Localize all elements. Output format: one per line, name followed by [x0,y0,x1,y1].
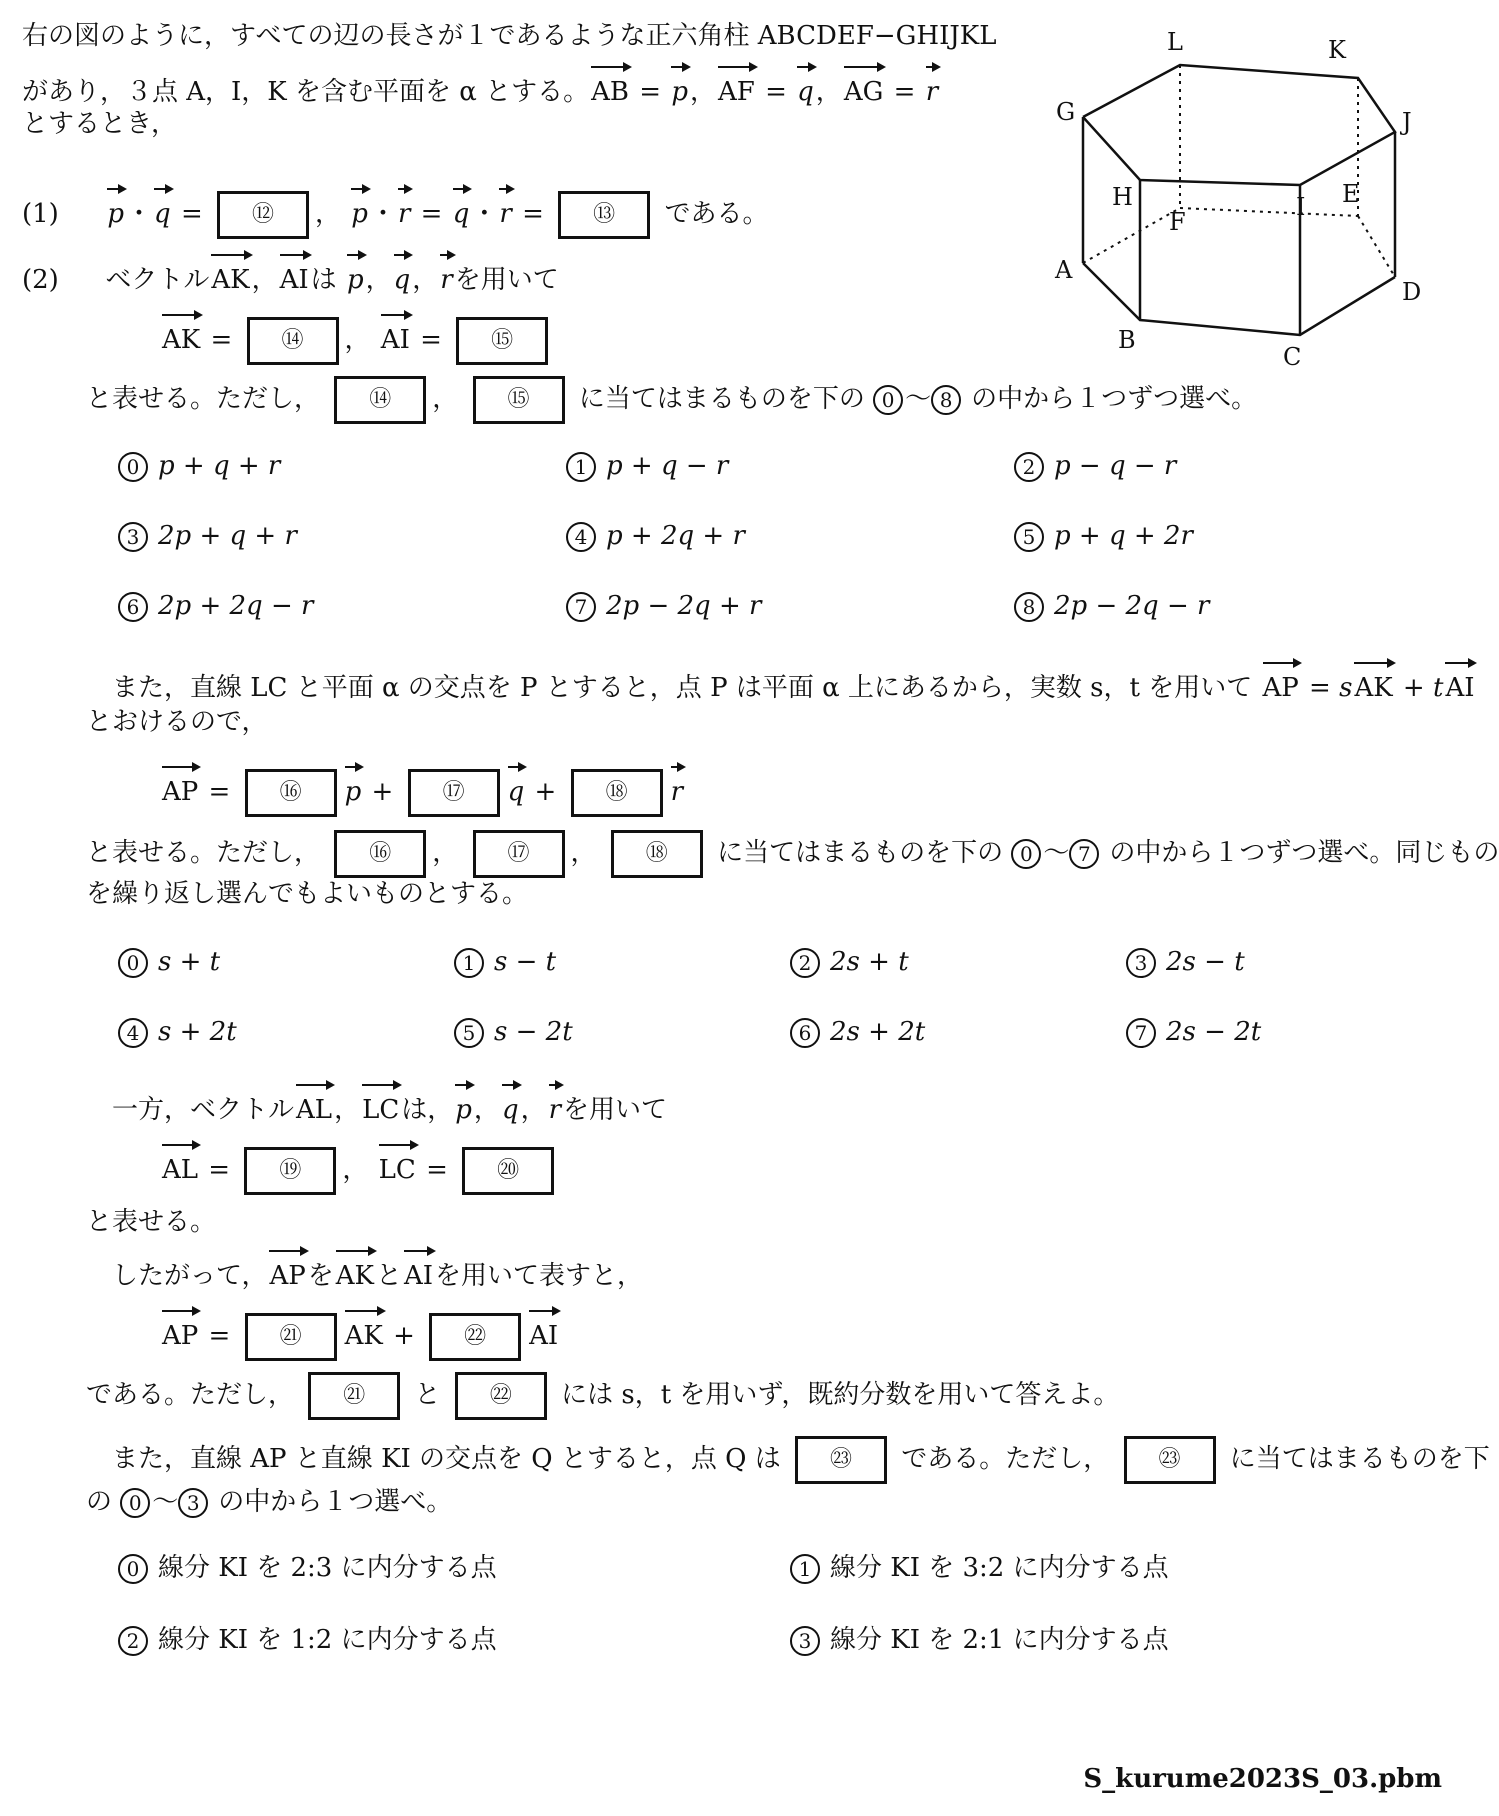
vec-p: p [347,250,364,300]
vec-ak: AK [1354,658,1392,708]
text: に当てはまるものを下 [1229,1444,1490,1474]
vec-q: q [508,762,525,812]
text: を用いて表すと， [435,1261,644,1291]
option-number-7: 7 [566,592,596,622]
choose-line-1: と表せる。ただし， ⑭ ， ⑮ に当てはまるものを下の 0 〜 8 の中から１つずつ選べ。 [86,376,1257,424]
ak-ai-equation: AK = ⑭ ， AI = ⑮ [160,310,554,365]
option-number-6: 6 [790,1018,820,1048]
expression-option-3[interactable] [1126,942,1245,982]
choose-line-2: と表せる。ただし， ⑯ ， ⑰ ， ⑱ に当てはまるものを下の 0 〜 7 の中から１つずつ選べ。同じもの [86,830,1499,878]
option-number-5: 5 [1014,522,1044,552]
answer-box-22-ref: ㉒ [455,1372,547,1420]
text: には s，t を用いず，既約分数を用いて答えよ。 [561,1380,1120,1410]
vec-ab: AB [591,62,629,112]
label-K: K [1328,36,1346,64]
vector-option-7[interactable] [566,586,761,626]
vector-option-1[interactable] [566,446,728,486]
vector-option-2[interactable] [1014,446,1176,486]
option-number-4: 4 [566,522,596,552]
vec-al: AL [296,1080,332,1130]
option-number-0: 0 [118,452,148,482]
answer-box-13[interactable]: ⑬ [558,191,650,239]
expression-option-1[interactable] [454,942,556,982]
q-line-b [86,1482,452,1522]
vec-ag: AG [844,62,884,112]
option-text: 線分 KI を 2:3 に内分する点 [158,1553,497,1583]
text: に当てはまるものを下の [578,384,865,414]
answer-box-14-ref: ⑭ [334,376,426,424]
vec-ak: AK [162,310,200,360]
vec-ak: AK [211,250,249,300]
part1: (1) p・q = ⑫ ， p・r = q・r = ⑬ である。 [22,184,768,239]
text: ベクトル [105,265,210,295]
q-line [112,1436,1490,1484]
vec-af: AF [718,62,755,112]
option-text: s − 2t [494,1017,573,1047]
option-text: 2s + 2t [830,1017,926,1047]
footer-filename: S_kurume2023S_03.pbm [1083,1764,1442,1794]
point-option-1[interactable] [790,1548,1169,1588]
option-number-3: 3 [790,1626,820,1656]
intro-line-3: とするとき， [22,109,177,139]
other-line: 一方，ベクトルAL，LCは，p，q，rを用いて [112,1080,667,1130]
option-text: 2s − 2t [1166,1017,1262,1047]
label-I: I [1296,193,1306,221]
ap-equation-1: AP = ⑯ p + ⑰ q + ⑱ r [160,762,685,817]
mid-line-b: とおけるので， [86,707,268,737]
text: を [307,1261,334,1291]
text: の中から１つずつ選べ。同じもの [1109,838,1499,868]
choose-line-2b: を繰り返し選んでもよいものとする。 [86,879,529,909]
option-text: 2p + q + r [158,521,297,551]
vector-option-3[interactable] [118,516,297,556]
answer-box-23[interactable]: ㉓ [795,1436,887,1484]
text: を用いて [454,265,559,295]
label-G: G [1056,98,1076,126]
text: の中から１つずつ選べ。 [971,384,1258,414]
answer-box-12[interactable]: ⑫ [217,191,309,239]
text: の [86,1487,113,1517]
point-option-3[interactable] [790,1620,1169,1660]
vec-p: p [671,62,688,112]
vec-r: r [549,1080,561,1130]
option-text: p + 2q + r [606,521,745,551]
option-number-1: 1 [790,1554,820,1584]
text: と表せる。ただし， [86,384,321,414]
answer-box-15-ref: ⑮ [473,376,565,424]
vec-r: r [671,762,683,812]
vec-p: p [107,184,124,234]
text: に当てはまるものを下の [717,838,1004,868]
text: である。ただし， [86,1380,295,1410]
expression-option-6[interactable] [790,1012,925,1052]
text: 一方，ベクトル [112,1095,295,1125]
vec-al: AL [162,1140,198,1190]
text: は [310,265,337,295]
vec-r: r [440,250,452,300]
option-text: s + 2t [158,1017,237,1047]
option-number-7: 7 [1126,1018,1156,1048]
text: と表せる。ただし， [86,838,321,868]
option-text: p + q + 2r [1054,521,1193,551]
expression-option-4[interactable] [118,1012,237,1052]
al-lc-equation: AL = ⑲ ， LC = ⑳ [160,1140,560,1195]
answer-box-19[interactable]: ⑲ [244,1147,336,1195]
option-number-4: 4 [118,1018,148,1048]
option-text: 2s + t [830,947,909,977]
tilde: 〜 [1043,838,1070,868]
range-end: 7 [1069,839,1099,869]
option-number-2: 2 [1014,452,1044,482]
hexagonal-prism-figure [1040,20,1440,380]
therefore-line [112,1246,643,1296]
vec-r: r [926,62,938,112]
option-number-8: 8 [1014,592,1044,622]
answer-box-20[interactable]: ⑳ [462,1147,554,1195]
answer-box-15[interactable]: ⑮ [456,317,548,365]
answer-box-21-ref: ㉑ [308,1372,400,1420]
text: の中から１つ選べ。 [218,1487,453,1517]
option-text: 線分 KI を 2:1 に内分する点 [830,1625,1169,1655]
mid-line-a: また，直線 LC と平面 α の交点を P とすると，点 P は平面 α 上にあるから，実数 s，t を用いて AP = sAK + tAI [112,658,1476,708]
vec-ap: AP [1263,658,1299,708]
vector-option-0[interactable] [118,446,280,486]
option-number-0: 0 [118,948,148,978]
text: したがって， [112,1261,268,1291]
option-text: s + t [158,947,221,977]
option-number-1: 1 [566,452,596,482]
answer-box-16-ref: ⑯ [334,830,426,878]
option-text: 2p − 2q − r [1054,591,1210,621]
tilde: 〜 [905,384,932,414]
text: また，直線 LC と平面 α の交点を P とすると，点 P は平面 α 上にあるから，実数 s，t を用いて [112,673,1253,703]
label-F: F [1169,208,1186,236]
label-L: L [1167,28,1183,56]
fraction-line [86,1372,1119,1420]
intro-text: があり，３点 A，I，K を含む平面を α とする。 [22,77,590,107]
vec-q: q [394,250,411,300]
vec-r: r [499,184,511,234]
ap-equation-2: AP = ㉑ AK + ㉒ AI [160,1306,560,1361]
option-number-1: 1 [454,948,484,978]
vec-ap: AP [162,762,198,812]
answer-box-21[interactable]: ㉑ [245,1313,337,1361]
answer-box-17-ref: ⑰ [473,830,565,878]
option-text: p + q − r [606,451,729,481]
vec-p: p [345,762,362,812]
vec-ai: AI [381,310,410,360]
option-number-6: 6 [118,592,148,622]
vec-ap: AP [269,1246,305,1296]
part1-num: (1) [22,199,59,229]
label-C: C [1283,343,1302,371]
text: を用いて [563,1095,668,1125]
intro-line-2: があり，３点 A，I，K を含む平面を α とする。AB = p，AF = q，AG = r [22,62,940,112]
vector-option-5[interactable] [1014,516,1193,556]
vec-ai: AI [404,1246,433,1296]
answer-box-16[interactable]: ⑯ [245,769,337,817]
range-end: 3 [178,1488,208,1518]
vec-lc: LC [362,1080,399,1130]
option-text: p + q + r [158,451,281,481]
range-start: 0 [1011,839,1041,869]
option-number-5: 5 [454,1018,484,1048]
text: と [375,1261,402,1291]
option-number-3: 3 [118,522,148,552]
vec-q: q [797,62,814,112]
vec-p: p [455,1080,472,1130]
point-option-2[interactable] [118,1620,497,1660]
vec-ak: AK [336,1246,374,1296]
option-text: 2p + 2q − r [158,591,314,621]
label-J: J [1402,108,1412,136]
range-end: 8 [931,385,961,415]
vec-ap: AP [162,1306,198,1356]
answer-box-18[interactable]: ⑱ [571,769,663,817]
vec-q: q [154,184,171,234]
vector-option-4[interactable] [566,516,745,556]
intro-line-1: 右の図のように，すべての辺の長さが１であるような正六角柱 ABCDEF−GHIJKL [22,21,997,51]
vec-q: q [502,1080,519,1130]
expression-option-7[interactable] [1126,1012,1261,1052]
option-number-3: 3 [1126,948,1156,978]
option-text: 線分 KI を 3:2 に内分する点 [830,1553,1169,1583]
part2-num: (2) [22,265,59,295]
vec-r: r [398,184,410,234]
vec-ak: AK [345,1306,383,1356]
option-text: p − q − r [1054,451,1177,481]
vec-ai: AI [529,1306,558,1356]
option-text: 2p − 2q + r [606,591,762,621]
vec-p: p [351,184,368,234]
point-option-0[interactable] [118,1548,497,1588]
text: と [414,1380,441,1410]
option-number-2: 2 [790,948,820,978]
option-number-2: 2 [118,1626,148,1656]
vec-ai: AI [1445,658,1474,708]
vec-lc: LC [379,1140,416,1190]
label-D: D [1402,278,1422,306]
part2-line-1: (2) ベクトルAK，AIは p，q，rを用いて [22,250,559,300]
option-text: 線分 KI を 1:2 に内分する点 [158,1625,497,1655]
option-text: 2s − t [1166,947,1245,977]
label-E: E [1342,180,1360,208]
vec-ai: AI [280,250,309,300]
answer-box-22[interactable]: ㉒ [429,1313,521,1361]
expression-option-2[interactable] [790,942,909,982]
option-number-0: 0 [118,1554,148,1584]
text: また，直線 AP と直線 KI の交点を Q とすると，点 Q は [112,1444,781,1474]
answer-box-17[interactable]: ⑰ [408,769,500,817]
label-B: B [1118,326,1136,354]
text: である。ただし， [901,1444,1110,1474]
expression-option-0[interactable] [118,942,220,982]
expression-option-5[interactable] [454,1012,573,1052]
label-A: A [1055,256,1073,284]
option-text: s − t [494,947,557,977]
express-line: と表せる。 [86,1207,217,1237]
answer-box-23-ref: ㉓ [1124,1436,1216,1484]
range-start: 0 [120,1488,150,1518]
vec-q: q [453,184,470,234]
part1-tail: である。 [664,199,769,229]
vector-option-6[interactable] [118,586,313,626]
vector-option-8[interactable] [1014,586,1209,626]
answer-box-18-ref: ⑱ [611,830,703,878]
range-start: 0 [873,385,903,415]
tilde: 〜 [152,1487,179,1517]
answer-box-14[interactable]: ⑭ [247,317,339,365]
label-H: H [1112,183,1133,211]
text: は， [401,1095,454,1125]
